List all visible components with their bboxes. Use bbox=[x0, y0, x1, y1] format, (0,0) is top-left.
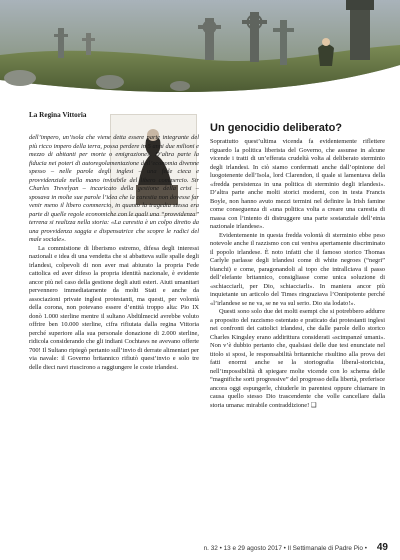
right-paragraph-1: Soprattutto quest’ultima vicenda fa evidentemente riflettere riguardo la politica liberista del Governo, che assunse in alcune vicende i tratti di un’efferata crudeltà volta al deliberato sterminio degli irlandesi. In ciò siamo confermati anche dall’opinione del luogotenente dell’Isola, lord Clarendon, il quale si lamentava della «fredda persistenza in una politica di sterminio degli irlandesi». D’altra parte anche molti storici moderni, con in testa Francis Boyle, non hanno avuto mezzi termini nel definire la Irish famine come conseguenza di «una politica volta a creare una carestia di massa con l’intento di distruggere una parte sostanziale dell’etnia nazionale irlandese». bbox=[210, 138, 385, 230]
page-footer bbox=[0, 542, 400, 554]
right-article-column bbox=[210, 138, 385, 410]
left-paragraph-1: dell’impero, un’isola che viene detta essere parte integrante del più ricco impero della terra, possa perdere in 5 anni due milioni e mezzo di abitanti per morte o emigrazione». D’altra parte la fiducia nei poteri di autoregolamentazione dell’economia divenne spesso – nelle parole degli inglesi – una fede cieca e provvidenziale nella mano invisibile del libero commercio. Sir Charles Trevelyan – incaricato della gestione della crisi – sposava in molte sue parole l’idea che la carestia non dovesse far venir meno il libero commercio, in quanto la tragedia stessa era parte di quelle regole economiche con le quali una “provvidenza” terrena si realizza nella storia: «La carestia è un colpo diretto da una provvidenza saggia e dispensatrice che scopre le radici del male sociale». bbox=[29, 134, 199, 243]
photo-caption: La Regina Vittoria bbox=[29, 111, 87, 119]
right-paragraph-2: Evidentemente in questa fredda volontà di sterminio ebbe peso notevole anche il razzismo con cui veniva apertamente discriminato il popolo irlandese. È noto infatti che il famoso storico Thomas Carlyle parlasse degli irlandesi come di white negroes (“negri” bianchi) e come, paragonandoli al topo che intrallciava il passo dell’elefante britannico, consigliasse come unica soluzione di «schiacciarli, per Dio, schiacciarli». In maniera ancor più inquietante un articolo del Times ringraziava l’Onnipotente perché «l’irlandese se ne va, se ne va sul serio. Dio sia lodato!». bbox=[210, 231, 385, 307]
header-banner-image bbox=[0, 0, 400, 115]
page-number: 49 bbox=[376, 542, 388, 553]
right-paragraph-3: Questi sono solo due dei molti esempi che si potrebbero addurre a proposito del razzismo ostentato e praticato dai protestanti inglesi nei confronti dei cattolici irlandesi, che dalle parole dello storico Charles Kingsley erano addirittura considerati «scimpanzé umani». Non v’è dubbio pertanto che, qualsiasi delle due tesi enunciate nel titolo si sposi, le responsabilità britanniche risultino alla prova dei fatti enormi anche se la storiografia liberal-storicista, nell’impossibilità di spiegare molte vicende con lo schema delle “magnifiche sorti progressive” del progresso della libertà, preferisce ancora oggi espungerle, chiuderle in parentesi oppure chiamare in causa quello stesso Dio trascendente che volle cancellare dalla storia umana: mirabile contraddizione! ❑ bbox=[210, 308, 385, 409]
section-heading: Un genocidio deliberato? bbox=[210, 122, 343, 134]
left-paragraph-2: La commistione di liberismo estremo, difesa degli interessi nazionali e idea di una vendetta che si abbatteva sulle spalle degli irlandesi, colpevoli di non aver mai abiurato la propria Fede cattolica ed aver difeso la propria identità nazionale, è evidente ancor più nel caso della gestione degli aiuti esteri. Aiuti umanitari pervennero immediatamente da molti Stati e anche da associazioni private inglesi protestanti, ma questi, per volontà della corona, non potevano essere d’entità troppo alta: Pio IX donò 1.000 sterline mentre il sultano Abdülmecid avrebbe voluto offrire ben 10.000 sterline, cifra rifiutata dalla regina Vittoria perché superiore alla sua personale donazione di 2.000 sterline, ridicola considerando che gli indiani Cochtaws ne avevano offerte 700! Il Sultano ripiegò pertanto sull’invio di derrate alimentari per via navale: il Governo britannico rifiutò quest’invio e solo tre delle dieci navi riuscirono a raggiungere le coste irlandesi. bbox=[29, 244, 199, 371]
left-article-column bbox=[29, 134, 199, 372]
issue-info: n. 32 • 13 e 29 agosto 2017 • Il Settimanale di Padre Pio • bbox=[203, 545, 367, 552]
